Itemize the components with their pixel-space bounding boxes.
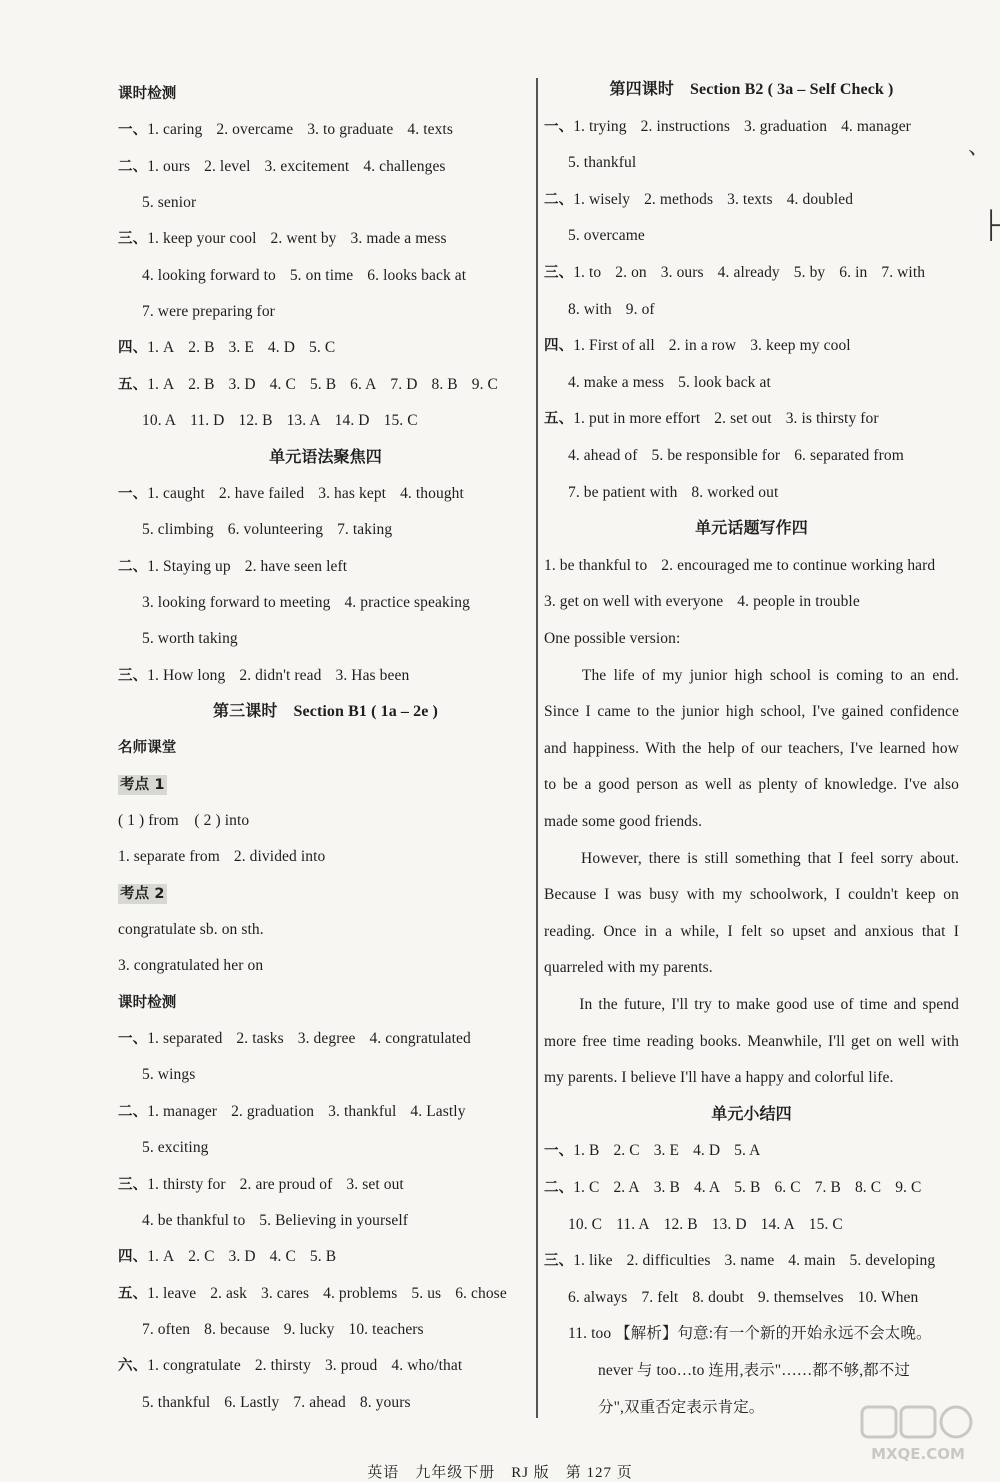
part-number: 四、 <box>118 1249 148 1266</box>
answer-item: 11. A <box>616 1215 650 1233</box>
answer-item: 4. main <box>788 1252 836 1270</box>
answer-item: 5. by <box>793 264 826 281</box>
answer-item: 3. B <box>653 1179 680 1196</box>
section-title: 单元语法聚焦四 <box>269 448 382 466</box>
answer-item: 3. made a mess <box>350 230 447 248</box>
answer-item: 6. looks back at <box>367 266 467 284</box>
answer-item: 6. in <box>839 264 868 281</box>
answer-item: 1. A <box>147 1248 175 1266</box>
answer-item: 4. Lastly <box>410 1102 466 1120</box>
edge-mark: 、 <box>968 134 991 159</box>
text-line: One possible version: <box>544 630 681 647</box>
answer-item: 1. separated <box>147 1030 223 1048</box>
answer-item: 9. lucky <box>283 1320 335 1338</box>
answer-item: 2. on <box>615 264 647 281</box>
answer-line <box>118 1102 533 1122</box>
answer-item: 7. often <box>142 1320 191 1338</box>
answer-line <box>118 1284 533 1304</box>
answer-item: 3. graduation <box>743 117 828 135</box>
answer-item: 3. has kept <box>318 484 387 502</box>
answer-line <box>544 1251 959 1271</box>
answer-item: 3. get on well with everyone <box>544 593 724 611</box>
answer-item: 2. thirsty <box>254 1357 311 1375</box>
answer-item: 5. exciting <box>142 1139 209 1157</box>
answer-item: 1. C <box>573 1179 600 1196</box>
answer-item: 4. who/that <box>391 1357 463 1375</box>
answer-line <box>568 226 959 246</box>
answer-item: 3. texts <box>727 190 773 208</box>
answer-line <box>568 1288 959 1308</box>
part-number: 二、 <box>544 1180 574 1196</box>
answer-item: 1. ours <box>147 157 191 175</box>
part-number: 二、 <box>118 558 148 575</box>
part-number: 四、 <box>118 340 148 357</box>
answer-line <box>544 1141 959 1161</box>
answer-item: 3. D <box>228 375 256 393</box>
answer-item: 5. Believing in yourself <box>259 1211 409 1229</box>
answer-item: 4. practice speaking <box>344 593 470 611</box>
answer-item: 13. D <box>711 1215 747 1233</box>
answer-line <box>142 593 533 613</box>
answer-line <box>118 1247 533 1267</box>
answer-item: 4. A <box>693 1179 721 1196</box>
answer-line <box>544 336 959 356</box>
answer-item: 1. caring <box>147 121 203 139</box>
answer-item: 3. looking forward to meeting <box>142 593 331 611</box>
answer-item: 5. wings <box>142 1066 196 1084</box>
answer-item: 4. manager <box>841 117 911 135</box>
answer-item: 7. felt <box>641 1288 679 1306</box>
answer-item: 3. congratulated her on <box>118 957 264 975</box>
answer-item: 3. name <box>724 1252 775 1270</box>
answer-item: 3. D <box>228 1248 256 1266</box>
answer-item: 9. C <box>471 375 498 393</box>
answer-item: 1. be thankful to <box>544 556 648 574</box>
answer-line <box>142 1138 533 1158</box>
answer-item: 5. senior <box>142 194 197 212</box>
answer-item: 6. Lastly <box>224 1393 280 1411</box>
answer-item: 5. overcame <box>568 227 645 245</box>
answer-item: 3. E <box>653 1142 680 1160</box>
answer-item: 12. B <box>663 1215 698 1233</box>
answer-item: 9. C <box>895 1179 922 1196</box>
answer-item: 10. A <box>142 412 177 430</box>
answer-item: 6. volunteering <box>227 521 324 539</box>
part-number: 三、 <box>118 231 148 248</box>
answer-item: 2. B <box>188 375 215 393</box>
column-divider <box>536 78 538 1418</box>
answer-item: 5. look back at <box>678 373 771 391</box>
answer-item: 5. thankful <box>142 1393 211 1411</box>
answer-line <box>568 1215 959 1235</box>
answer-item: 13. A <box>286 412 321 430</box>
answer-item: 4. doubled <box>786 190 854 208</box>
essay-line: Since I came to the junior high school, I've gained confidence <box>544 703 959 721</box>
answer-line <box>142 1393 533 1413</box>
answer-line <box>142 1211 533 1231</box>
part-number: 一、 <box>544 118 574 135</box>
part-number: 一、 <box>544 1143 574 1160</box>
part-number: 二、 <box>118 1103 148 1120</box>
edge-bracket: ├ <box>982 210 1000 239</box>
answer-item: 8. yours <box>359 1393 411 1411</box>
section-heading: 课时检测 <box>118 86 177 102</box>
answer-item: 8. B <box>431 375 458 393</box>
answer-item: 3. cares <box>260 1284 310 1302</box>
answer-item: 5. worth taking <box>142 630 238 648</box>
answer-item: 6. C <box>774 1179 801 1196</box>
answer-item: 4. people in trouble <box>737 593 860 611</box>
section-title: 单元话题写作四 <box>695 520 808 538</box>
section-heading: 名师课堂 <box>118 740 177 757</box>
answer-item: 1. caught <box>147 484 205 502</box>
answer-line <box>142 1065 533 1085</box>
part-number: 五、 <box>544 411 574 428</box>
kaodian-label: 考点 1 <box>120 776 165 793</box>
answer-line <box>118 557 533 577</box>
answer-item: 1. wisely <box>573 190 631 208</box>
part-number: 六、 <box>118 1358 148 1375</box>
essay-line: reading. Once in a while, I felt so upset and anxious that I <box>544 922 959 940</box>
answer-item: 4. already <box>717 264 780 281</box>
answer-line <box>118 375 533 395</box>
answer-item: 2. level <box>204 157 251 175</box>
section-title: 第四课时 Section B2 ( 3a – Self Check ) <box>609 81 894 98</box>
answer-item: 5. C <box>309 339 336 357</box>
answer-item: 4. D <box>267 339 296 357</box>
answer-item: 2. C <box>188 1248 215 1266</box>
answer-item: 2. A <box>613 1179 640 1196</box>
part-number: 五、 <box>118 1285 148 1302</box>
answer-item: 3. keep my cool <box>750 337 851 355</box>
answer-line <box>118 484 533 504</box>
answer-item: 1. keep your cool <box>147 230 257 248</box>
answer-item: 3. is thirsty for <box>785 410 879 428</box>
answer-item: 4. D <box>693 1142 721 1160</box>
answer-item: 2. B <box>188 339 215 357</box>
answer-line <box>568 446 959 466</box>
part-number: 二、 <box>544 191 574 208</box>
answer-item: 5. climbing <box>142 521 214 539</box>
answer-item: 1. thirsty for <box>147 1175 226 1193</box>
watermark-logo <box>858 1403 978 1465</box>
answer-line <box>142 266 533 286</box>
text-line: 11. too 【解析】句意:有一个新的开始永远不会太晚。 <box>568 1325 932 1343</box>
answer-item: 14. D <box>334 412 370 430</box>
answer-item: 1. Staying up <box>147 557 231 575</box>
essay-line: Because I was busy with my schoolwork, I couldn't keep on <box>544 886 959 904</box>
answer-item: 1. First of all <box>573 337 655 355</box>
answer-line <box>568 300 959 320</box>
answer-item: 1. How long <box>147 666 226 684</box>
answer-line <box>118 1029 533 1049</box>
answer-item: 4. thought <box>400 484 464 502</box>
answer-item: 4. C <box>269 1248 296 1266</box>
part-number: 五、 <box>118 376 148 393</box>
answer-item: 1. A <box>147 339 175 357</box>
answer-item: 1. put in more effort <box>573 410 701 428</box>
answer-item: 1. B <box>573 1142 600 1160</box>
answer-item: 7. with <box>881 264 926 281</box>
answer-item: 1. congratulate <box>147 1357 241 1375</box>
answer-item: 1. leave <box>147 1284 197 1302</box>
part-number: 三、 <box>544 1253 574 1270</box>
kaodian-label: 考点 2 <box>120 885 165 902</box>
kaodian-row <box>118 884 533 904</box>
answer-item: 2. are proud of <box>239 1175 333 1193</box>
answer-item: 3. excitement <box>264 157 350 175</box>
answer-item: 7. ahead <box>293 1393 346 1411</box>
answer-item: 1. trying <box>573 117 627 135</box>
essay-line: However, there is still something that I feel sorry about. <box>544 849 959 867</box>
answer-item: 14. A <box>760 1215 795 1233</box>
part-number: 三、 <box>118 1176 148 1193</box>
answer-item: 2. divided into <box>233 848 326 866</box>
answer-line <box>544 1178 959 1198</box>
answer-line <box>142 629 533 649</box>
answer-item: 6. separated from <box>794 447 904 464</box>
answer-item: 4. congratulated <box>369 1030 471 1048</box>
answer-item: 6. chose <box>455 1284 507 1302</box>
answer-item: 5. on time <box>289 266 354 284</box>
part-number: 一、 <box>118 485 148 502</box>
answer-item: 1. A <box>147 375 175 393</box>
answer-line <box>142 1320 533 1340</box>
answer-item: 4. challenges <box>363 157 446 175</box>
text-line: congratulate sb. on sth. <box>118 921 264 939</box>
text-line: my parents. I believe I'll have a happy and colorful life. <box>544 1069 894 1087</box>
text-line: quarreled with my parents. <box>544 959 713 977</box>
answer-item: 5. us <box>411 1284 442 1302</box>
answer-item: 4. looking forward to <box>142 266 276 284</box>
answer-item: 2. have failed <box>218 484 305 502</box>
answer-item: 3. thankful <box>328 1102 397 1120</box>
answer-item: 1. manager <box>147 1102 218 1120</box>
answer-item: 2. graduation <box>231 1102 315 1120</box>
answer-line <box>118 120 533 140</box>
answer-item: 8. because <box>204 1320 270 1338</box>
part-number: 四、 <box>544 338 574 355</box>
answer-line <box>118 666 533 686</box>
answer-item: 10. When <box>857 1288 919 1306</box>
section-title: 单元小结四 <box>711 1105 792 1123</box>
text-line: ( 1 ) from ( 2 ) into <box>118 812 250 829</box>
answer-item: 2. methods <box>644 190 714 208</box>
answer-item: 6. A <box>350 375 377 393</box>
answer-item: 3. Has been <box>335 666 410 684</box>
answer-item: 5. B <box>734 1179 761 1196</box>
answer-item: 5. thankful <box>568 154 637 172</box>
answer-item: 4. problems <box>323 1284 398 1302</box>
answer-item: 8. C <box>854 1179 882 1196</box>
answer-item: 1. separate from <box>118 848 220 866</box>
answer-item: 7. were preparing for <box>142 303 275 321</box>
answer-item: 2. encouraged me to continue working hard <box>661 556 936 574</box>
answer-item: 2. went by <box>270 230 337 248</box>
answer-line <box>142 520 533 540</box>
answer-item: 5. A <box>734 1142 761 1160</box>
answer-item: 5. B <box>309 375 337 393</box>
answer-item: 2. in a row <box>668 337 737 355</box>
answer-item: 1. like <box>573 1252 613 1270</box>
answer-item: 2. have seen left <box>244 557 348 575</box>
section-heading: 课时检测 <box>118 994 177 1011</box>
answer-item: 9. themselves <box>757 1288 844 1306</box>
text-line: never 与 too…to 连用,表示"……都不够,都不过 <box>598 1362 910 1379</box>
answer-line <box>118 338 533 358</box>
answer-item: 2. difficulties <box>626 1252 711 1270</box>
essay-line: In the future, I'll try to make good use of time and spend <box>544 996 959 1013</box>
kaodian-row <box>118 775 533 795</box>
answer-line <box>568 153 959 173</box>
answer-item: 15. C <box>383 412 418 430</box>
answer-line <box>544 409 959 429</box>
answer-item: 3. ours <box>660 264 704 281</box>
essay-line: more free time reading books. Meanwhile, I'll get on well with <box>544 1032 959 1050</box>
text-line: made some good friends. <box>544 813 703 830</box>
answer-line <box>568 373 959 393</box>
part-number: 三、 <box>118 667 148 684</box>
answer-item: 2. set out <box>714 410 772 428</box>
answer-item: 8. with <box>568 300 612 318</box>
answer-item: 3. degree <box>297 1030 356 1048</box>
answer-item: 5. be responsible for <box>651 447 781 464</box>
answer-item: 7. B <box>814 1179 841 1196</box>
part-number: 一、 <box>118 1031 148 1048</box>
answer-line <box>118 229 533 249</box>
answer-line <box>118 847 533 867</box>
answer-item: 2. ask <box>210 1284 247 1302</box>
answer-line <box>544 117 959 137</box>
text-line: 分",双重否定表示肯定。 <box>598 1398 765 1416</box>
answer-line <box>118 1356 533 1376</box>
svg-text:MXQE.COM: MXQE.COM <box>871 1445 965 1463</box>
essay-line: to be a good person as well as plenty of knowledge. I've also <box>544 776 959 794</box>
answer-item: 5. developing <box>849 1252 936 1270</box>
answer-line <box>544 263 959 283</box>
answer-item: 2. tasks <box>236 1030 284 1048</box>
page-footer: 英语 九年级下册 RJ 版 第 127 页 <box>367 1465 633 1481</box>
answer-line <box>118 956 533 976</box>
answer-line <box>118 1175 533 1195</box>
answer-item: 3. proud <box>324 1357 378 1375</box>
answer-item: 6. always <box>568 1288 628 1306</box>
part-number: 三、 <box>544 265 574 281</box>
answer-item: 1. to <box>573 264 602 281</box>
answer-line <box>142 193 533 213</box>
essay-line: and happiness. With the help of our teachers, I've learned how <box>544 739 959 757</box>
answer-item: 12. B <box>238 412 273 430</box>
answer-item: 3. E <box>228 339 254 357</box>
answer-item: 3. set out <box>346 1175 404 1193</box>
answer-item: 8. worked out <box>691 483 779 501</box>
answer-item: 2. didn't read <box>239 666 322 684</box>
answer-line <box>118 157 533 177</box>
essay-line: The life of my junior high school is coming to an end. <box>544 666 959 684</box>
answer-item: 3. to graduate <box>307 121 394 139</box>
section-title: 第三课时 Section B1 ( 1a – 2e ) <box>213 702 438 720</box>
answer-line <box>568 483 959 503</box>
answer-line <box>544 190 959 210</box>
answer-item: 2. instructions <box>640 117 730 135</box>
answer-item: 4. be thankful to <box>142 1211 246 1229</box>
answer-item: 4. C <box>269 375 296 393</box>
answer-line <box>544 592 959 612</box>
answer-line <box>142 302 533 322</box>
answer-item: 2. C <box>613 1142 640 1160</box>
part-number: 二、 <box>118 158 148 175</box>
answer-item: 15. C <box>808 1215 843 1233</box>
answer-item: 5. B <box>309 1248 337 1266</box>
answer-item: 4. make a mess <box>568 373 665 391</box>
answer-item: 9. of <box>625 300 655 318</box>
answer-item: 10. teachers <box>348 1320 424 1338</box>
answer-item: 11. D <box>190 412 225 430</box>
answer-item: 4. ahead of <box>568 447 638 464</box>
answer-line <box>544 556 959 576</box>
answer-item: 7. D <box>390 375 418 393</box>
answer-item: 7. taking <box>337 521 393 539</box>
answer-item: 10. C <box>568 1215 603 1233</box>
part-number: 一、 <box>118 122 148 139</box>
answer-item: 7. be patient with <box>568 483 678 501</box>
answer-item: 8. doubt <box>692 1288 744 1306</box>
answer-item: 4. texts <box>407 121 453 139</box>
answer-item: 2. overcame <box>216 121 294 139</box>
answer-line <box>142 411 533 431</box>
